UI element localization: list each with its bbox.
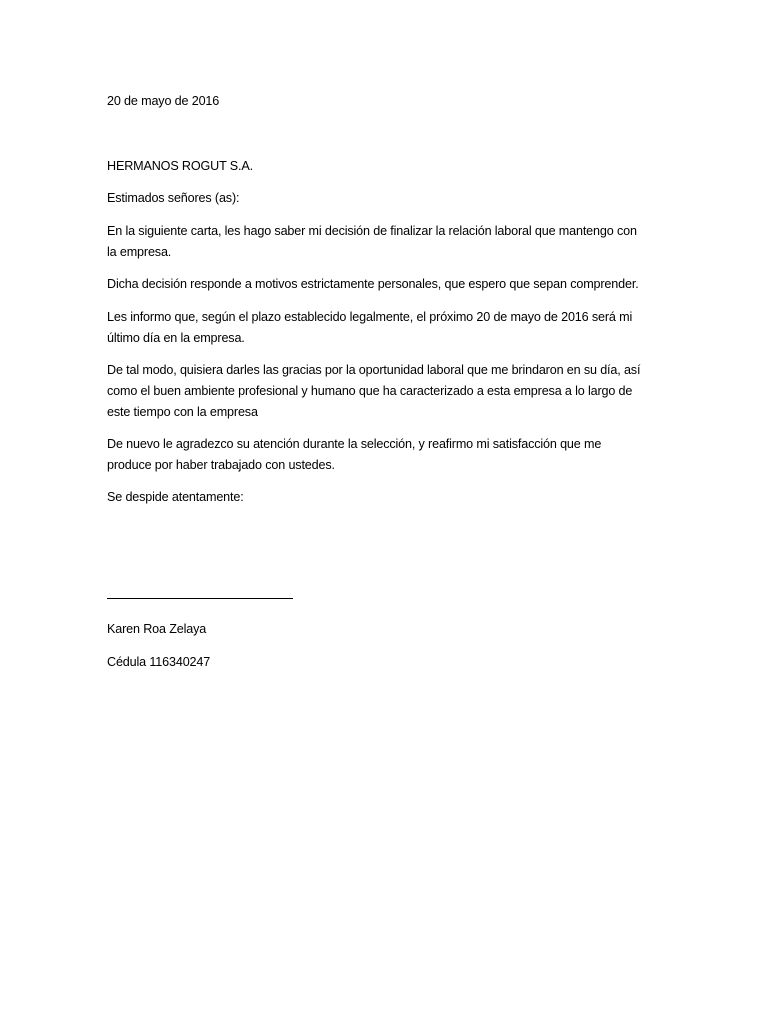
paragraph-5-line-1: De nuevo le agradezco su atención durante la selección, y reafirmo mi satisfacción que me	[107, 437, 602, 451]
signature-line	[107, 598, 293, 599]
paragraph-4-line-1: De tal modo, quisiera darles las gracias por la oportunidad laboral que me brindaron en su día, así	[107, 363, 641, 377]
letter-date: 20 de mayo de 2016	[107, 94, 220, 108]
paragraph-5-line-2: produce por haber trabajado con ustedes.	[107, 458, 335, 472]
paragraph-2-line-1: Dicha decisión responde a motivos estrictamente personales, que espero que sepan comprender.	[107, 277, 639, 291]
paragraph-4-line-2: como el buen ambiente profesional y humano que ha caracterizado a esta empresa a lo largo de	[107, 384, 633, 398]
recipient-name: HERMANOS ROGUT S.A.	[107, 159, 253, 173]
paragraph-4-line-3: este tiempo con la empresa	[107, 405, 258, 419]
salutation: Estimados señores (as):	[107, 191, 240, 205]
paragraph-1-line-1: En la siguiente carta, les hago saber mi decisión de finalizar la relación laboral que mantengo con	[107, 224, 637, 238]
paragraph-3-line-2: último día en la empresa.	[107, 331, 245, 345]
signer-name: Karen Roa Zelaya	[107, 622, 207, 636]
paragraph-1-line-2: la empresa.	[107, 245, 172, 259]
signer-id: Cédula 116340247	[107, 655, 211, 669]
closing-text: Se despide atentamente:	[107, 490, 244, 504]
paragraph-3-line-1: Les informo que, según el plazo establecido legalmente, el próximo 20 de mayo de 2016 será mi	[107, 310, 633, 324]
